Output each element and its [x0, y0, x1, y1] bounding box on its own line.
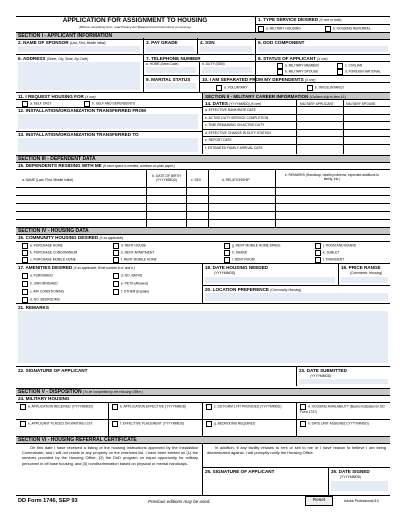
- divider: [143, 75, 390, 76]
- divider: [16, 402, 390, 403]
- sponsor-name-label: 2. NAME OF SPONSOR (Last, First, Middle Initial): [18, 40, 106, 45]
- type-military-housing-checkbox[interactable]: a. MILITARY HOUSING: [258, 26, 301, 32]
- phone-duty-label: b. DUTY (DSN): [202, 62, 225, 66]
- signature-label: 22. SIGNATURE OF APPLICANT: [18, 368, 88, 373]
- amenity-baths-field[interactable]: d. NO. BATHS: [113, 273, 142, 279]
- dates-label: 14. DATES (YYYYMMDD) (X one): [205, 101, 262, 106]
- date-submitted-note: (YYYYMMDD): [310, 374, 332, 378]
- option-room-board-checkbox[interactable]: j. ROOM AND BOARD: [315, 243, 356, 249]
- divider: [202, 443, 203, 495]
- dod-component-label: 5. DOD COMPONENT: [258, 40, 305, 45]
- pay-grade-label: 3. PAY GRADE: [146, 40, 178, 45]
- option-share-checkbox[interactable]: h. SHARE: [224, 250, 247, 256]
- option-purchase-mobile-checkbox[interactable]: c. PURCHASE MOBILE HOME: [22, 257, 76, 263]
- separated-involuntary-checkbox[interactable]: b. INVOLUNTARILY: [307, 85, 344, 91]
- divider: [197, 38, 198, 54]
- divider: [202, 129, 390, 130]
- divider: [202, 263, 203, 303]
- price-range-note: (Comments: Housing): [350, 271, 383, 275]
- divider: [296, 99, 297, 154]
- referral-certificate-text: On this date I have received a listing of the housing instructions approved by the Installation Commander, and I will not reside in any property on the restricted list. I have been briefed on (1) the services provided by the Housing Office, (2) the DoD program on equal opportunity for military personnel in off base housing, and (3) nondiscrimination based on physical or mental handicaps.: [22, 445, 198, 466]
- phone-duty-field[interactable]: [202, 67, 252, 73]
- option-purchase-condo-checkbox[interactable]: b. PURCHASE CONDOMINIUM: [22, 250, 77, 256]
- option-transient-checkbox[interactable]: l. TRANSIENT: [315, 257, 344, 263]
- col-dependent-name: a. NAME (Last, First, Middle Initial): [22, 178, 73, 182]
- divider: [255, 24, 390, 25]
- application-received-checkbox[interactable]: a. APPLICATION RECEIVED (YYYYMMDD): [20, 404, 93, 410]
- transferred-from-label: 12. INSTALLATION/ORGANIZATION TRANSFERRED FROM: [18, 108, 146, 113]
- status-military-member-checkbox[interactable]: a. MILITARY MEMBER: [277, 63, 319, 69]
- col-military-applicant: MILITARY APPLICANT: [300, 102, 334, 106]
- community-housing-label: 16. COMMUNITY HOUSING DESIRED (X as applicable): [18, 235, 124, 240]
- phone-home-field[interactable]: [146, 67, 196, 73]
- col-date-of-birth: b. DATE OF BIRTH (YYYYMMDD): [152, 174, 181, 182]
- divider: [202, 121, 390, 122]
- date-signed-field[interactable]: [331, 481, 388, 491]
- divider: [199, 61, 200, 75]
- divider: [16, 263, 390, 264]
- table-row[interactable]: [16, 219, 390, 220]
- location-preference-label: 20. LOCATION PREFERENCE (Community Housing): [205, 287, 302, 292]
- divider: [143, 38, 144, 54]
- type-housing-referral-checkbox[interactable]: b. HOUSING REFERRAL: [325, 26, 371, 32]
- divider: [199, 75, 200, 92]
- separated-label: 10. I AM SEPARATED FROM MY DEPENDENTS (X one): [202, 77, 316, 82]
- option-rent-house-checkbox[interactable]: d. RENT HOUSE: [113, 243, 146, 249]
- housing-self-dependents-checkbox[interactable]: b. SELF AND DEPENDENTS: [84, 101, 135, 107]
- table-row[interactable]: [16, 187, 390, 188]
- divider: [202, 467, 390, 468]
- date-row-label: a. EFFECTIVE RANK/RATE DATE: [205, 108, 256, 112]
- date-submitted-field[interactable]: [299, 379, 388, 384]
- form-title: APPLICATION FOR ASSIGNMENT TO HOUSING: [62, 17, 208, 24]
- date-row-label: c. TIME REMAINING ON ACTIVE DUTY: [205, 123, 265, 127]
- amenity-air-conditioning-checkbox[interactable]: c. AIR CONDITIONING: [22, 289, 64, 295]
- table-row[interactable]: [16, 195, 390, 196]
- transferred-to-label: 13. INSTALLATION/ORGANIZATION TRANSFERRED TO: [18, 132, 139, 137]
- remarks-label: 21. REMARKS: [18, 305, 49, 310]
- divider: [343, 99, 344, 154]
- amenity-furnished-checkbox[interactable]: a. FURNISHED: [22, 273, 53, 279]
- ssn-field[interactable]: [200, 46, 252, 52]
- transferred-from-field[interactable]: [18, 114, 198, 129]
- date-signed-label: 26. DATE SIGNED: [331, 469, 370, 474]
- date-needed-label: 18. DATE HOUSING NEEDED: [205, 265, 268, 270]
- amenity-pets-checkbox[interactable]: e. PETS (Allowed): [113, 281, 148, 287]
- col-military-spouse: MILITARY SPOUSE: [346, 102, 376, 106]
- transferred-to-field[interactable]: [18, 138, 198, 152]
- amenities-label: 17. AMENITIES DESIRED (X as applicable; Write number in d. and e.): [18, 265, 135, 270]
- option-rent-apartment-checkbox[interactable]: e. RENT APARTMENT: [113, 250, 154, 256]
- section-6-title: SECTION VI - HOUSING REFERRAL CERTIFICATE: [18, 436, 137, 443]
- divider: [202, 285, 390, 286]
- ssn-label: 4. SSN: [200, 40, 215, 45]
- bedrooms-required-checkbox[interactable]: g. BEDROOMS REQUIRED: [206, 421, 255, 427]
- option-purchase-home-checkbox[interactable]: a. PURCHASE HOME: [22, 243, 63, 249]
- pay-grade-field[interactable]: [146, 46, 194, 52]
- type-service-label: 1. TYPE SERVICE DESIRED (X one or both): [258, 17, 342, 22]
- status-military-spouse-checkbox[interactable]: b. MILITARY SPOUSE: [277, 69, 318, 75]
- effective-placement-checkbox[interactable]: f. EFFECTIVE PLACEMENT (YYYYMMDD): [112, 421, 184, 427]
- option-sublet-checkbox[interactable]: k. SUBLET: [315, 250, 339, 256]
- price-range-label: 19. PRICE RANGE: [341, 265, 381, 270]
- col-sex: c. SEX: [191, 178, 202, 182]
- section-1-title: SECTION I - APPLICANT INFORMATION: [18, 32, 113, 39]
- divider: [16, 169, 390, 170]
- table-row[interactable]: [16, 203, 390, 204]
- divider: [255, 38, 256, 54]
- referral-signature-label: 25. SIGNATURE OF APPLICANT: [205, 469, 275, 474]
- separated-voluntary-checkbox[interactable]: a. VOLUNTARY: [216, 85, 248, 91]
- telephone-label: 7. TELEPHONE NUMBER: [146, 56, 201, 61]
- amenity-unfurnished-checkbox[interactable]: b. UNFURNISHED: [22, 281, 58, 287]
- divider: [255, 61, 390, 62]
- dod-component-field[interactable]: [258, 46, 388, 52]
- dependents-label: 15. DEPENDENTS RESIDING WITH ME (If more space is needed, continue on plain paper.): [18, 163, 175, 168]
- phone-home-label: a. HOME (Area Code): [146, 62, 179, 66]
- option-rent-mobile-space-checkbox[interactable]: g. RENT MOBILE HOME SPACE: [224, 243, 281, 249]
- divider: [16, 419, 390, 420]
- date-row-label: e. REPORT DATE: [205, 138, 232, 142]
- date-row-label: b. ACTIVE DUTY SERVICE COMPLETION: [205, 115, 269, 120]
- table-row[interactable]: [16, 211, 390, 212]
- date-row-label: d. EFFECTIVE CHANGE IN DUTY STATION: [205, 130, 271, 135]
- divider: [202, 136, 390, 137]
- military-housing-label: 24. MILITARY HOUSING: [18, 396, 70, 401]
- section-5-title: SECTION V - DISPOSITION (To be completed by the Housing Office.): [18, 388, 143, 395]
- date-signed-note: (YYYYMMDD): [340, 475, 362, 479]
- address-field[interactable]: [18, 62, 140, 90]
- option-rent-mobile-home-checkbox[interactable]: f. RENT MOBILE HOME: [113, 257, 157, 263]
- referral-notify-text: In addition, if any facility refuses to rent or sell to me or I have reason to believe I am being discriminated against, I will promptly notify the Housing Office.: [207, 445, 386, 456]
- date-needed-note: (YYYYMMDD): [214, 271, 236, 275]
- divider: [296, 366, 297, 386]
- housing-self-only-checkbox[interactable]: a. SELF ONLY: [22, 101, 52, 107]
- divider: [199, 82, 390, 83]
- divider: [255, 54, 256, 92]
- address-label: 6. ADDRESS (Street, City, State, Zip Code): [18, 56, 89, 61]
- location-preference-field[interactable]: [205, 293, 388, 301]
- option-rent-room-checkbox[interactable]: i. RENT ROOM: [224, 257, 255, 263]
- status-label: 8. STATUS OF APPLICANT (X one): [258, 56, 328, 61]
- section-4-title: SECTION IV - HOUSING DATA: [18, 227, 89, 234]
- section-3-title: SECTION III - DEPENDENT DATA: [18, 155, 96, 162]
- divider: [202, 114, 390, 115]
- col-relationship: d. RELATIONSHIP: [222, 178, 250, 182]
- status-foreign-national-checkbox[interactable]: d. FOREIGN NATIONAL: [337, 69, 381, 75]
- divider: [202, 144, 390, 145]
- amenity-other-checkbox[interactable]: f. OTHER (Explain): [113, 289, 149, 295]
- application-effective-checkbox[interactable]: b. APPLICATION EFFECTIVE (YYYYMMDD): [112, 404, 186, 410]
- divider: [16, 303, 390, 304]
- date-needed-field[interactable]: [205, 277, 335, 283]
- divider: [338, 263, 339, 285]
- form-id: DD Form 1746, SEP 93: [18, 498, 78, 504]
- amenity-bedrooms-field[interactable]: d. NO. BEDROOMS: [22, 297, 60, 303]
- date-row-label: f. ESTIMATED FAMILY ARRIVAL DATE: [205, 145, 263, 150]
- date-submitted-label: 23. DATE SUBMITTED: [299, 368, 347, 373]
- sponsor-name-field[interactable]: [18, 46, 140, 52]
- software-note: Adobe Professional 8.0: [344, 499, 380, 503]
- section-2-title: SECTION II - MILITARY CAREER INFORMATION (Civilians skip to Item 15.): [205, 94, 347, 99]
- date-unit-assigned-checkbox[interactable]: h. DATE UNIT ASSIGNED (YYYYMMDD): [300, 421, 369, 427]
- housing-availability-checkbox[interactable]: d. HOUSING AVAILABILITY (Beano indicated on DD Form 1747): [300, 404, 385, 414]
- col-remarks: e. REMARKS (Handicap, health problems, expected additions to family, etc.): [284, 173, 380, 181]
- reset-button[interactable]: Reset: [305, 496, 333, 506]
- divider: [202, 92, 203, 154]
- housing-for-label: 11. I REQUEST HOUSING FOR (X one): [18, 94, 96, 99]
- remarks-field[interactable]: [18, 311, 388, 363]
- bottom-border: [16, 495, 390, 496]
- marital-status-label: 9. MARITAL STATUS: [146, 77, 191, 82]
- divider: [143, 54, 144, 92]
- waiting-list-checkbox[interactable]: e. APPLICANT PLACED ON WAITING LIST: [20, 421, 93, 427]
- divider: [16, 241, 390, 242]
- marital-status-field[interactable]: [146, 83, 196, 89]
- status-civilian-checkbox[interactable]: c. CIVILIAN: [337, 63, 362, 69]
- obsolete-note: Previous editions may be used.: [148, 499, 211, 504]
- divider: [16, 366, 390, 367]
- divider: [328, 467, 329, 495]
- divider: [16, 99, 202, 100]
- divider: [16, 54, 390, 55]
- price-range-field[interactable]: [341, 277, 388, 283]
- form-subtitle: (Before completing form, read Privacy Act Statement and Instructions on reverse): [79, 25, 191, 29]
- form-1747-provided-checkbox[interactable]: c. DD FORM 1747 PROVIDED (YYYYMMDD): [206, 404, 281, 410]
